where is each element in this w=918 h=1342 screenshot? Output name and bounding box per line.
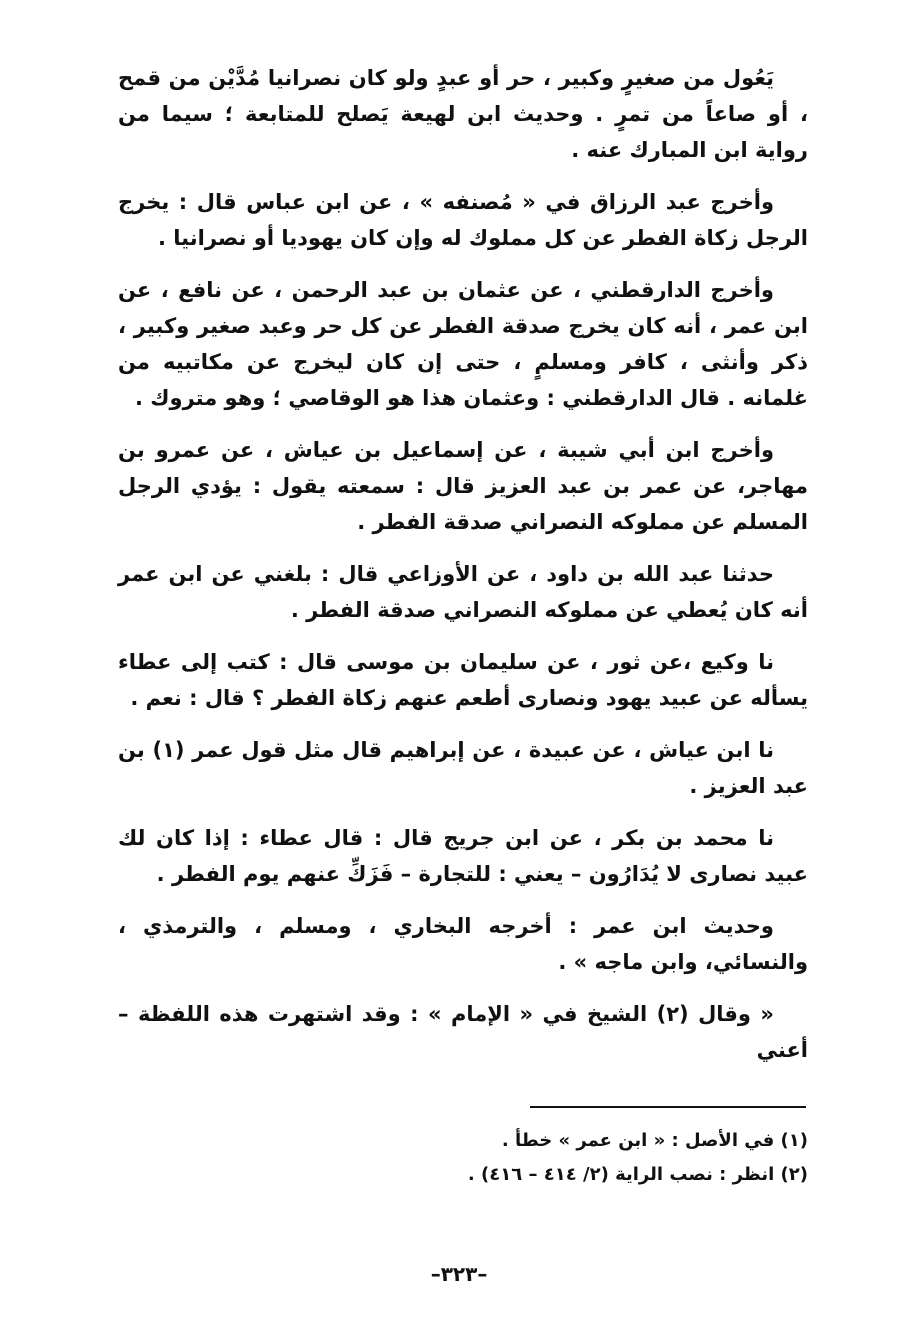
paragraph: وأخرج الدارقطني ، عن عثمان بن عبد الرحمن ، عن نافع ، عن ابن عمر ، أنه كان يخرج صدقة الفطر عن كل حر وعبد صغير وكبير ، ذكر وأنثى ، كافر ومسلمٍ ، حتى إن كان ليخرج عن مكاتبيه من غلمانه . قال الدارقطني : وعثمان هذا هو الوقاصي ؛ وهو متروك . <box>118 278 808 410</box>
paragraph: وأخرج ابن أبي شيبة ، عن إسماعيل بن عياش ، عن عمرو بن مهاجر، عن عمر بن عبد العزيز قال : سمعته يقول : يؤدي الرجل المسلم عن مملوكه النصراني صدقة الفطر . <box>118 438 808 534</box>
page-number: –٣٢٣– <box>430 1262 488 1286</box>
paragraph: نا محمد بن بكر ، عن ابن جريج قال : قال عطاء : إذا كان لك عبيد نصارى لا يُدَارُون – يعني : للتجارة – فَزَكِّ عنهم يوم الفطر . <box>118 826 808 886</box>
main-text <box>118 60 808 1084</box>
paragraph: يَعُول من صغيرٍ وكبير ، حر أو عبدٍ ولو كان نصرانيا مُدَّيْن من قمح ، أو صاعاً من تمرٍ . وحديث ابن لهيعة يَصلح للمتابعة ؛ سيما من رواية ابن المبارك عنه . <box>118 66 808 162</box>
footnote-divider <box>530 1106 806 1108</box>
paragraph: نا وكيع ،عن ثور ، عن سليمان بن موسى قال : كتب إلى عطاء يسأله عن عبيد يهود ونصارى أطعم عنهم زكاة الفطر ؟ قال : نعم . <box>118 650 808 710</box>
paragraph: وحديث ابن عمر : أخرجه البخاري ، ومسلم ، والترمذي ، والنسائي، وابن ماجه » . <box>118 914 808 974</box>
footnote: (٢) انظر : نصب الراية (٢/ ٤١٤ – ٤١٦) . <box>467 1164 808 1185</box>
paragraph: نا ابن عياش ، عن عبيدة ، عن إبراهيم قال مثل قول عمر (١) بن عبد العزيز . <box>118 738 808 798</box>
footnotes <box>300 1124 808 1192</box>
paragraph: حدثنا عبد الله بن داود ، عن الأوزاعي قال : بلغني عن ابن عمر أنه كان يُعطي عن مملوكه النصراني صدقة الفطر . <box>118 562 808 622</box>
paragraph: « وقال (٢) الشيخ في « الإمام » : وقد اشتهرت هذه اللفظة – أعني <box>118 1002 808 1062</box>
paragraph: وأخرج عبد الرزاق في « مُصنفه » ، عن ابن عباس قال : يخرج الرجل زكاة الفطر عن كل مملوك له وإن كان يهوديا أو نصرانيا . <box>118 190 808 250</box>
footnote: (١) في الأصل : « ابن عمر » خطأ . <box>501 1130 808 1151</box>
